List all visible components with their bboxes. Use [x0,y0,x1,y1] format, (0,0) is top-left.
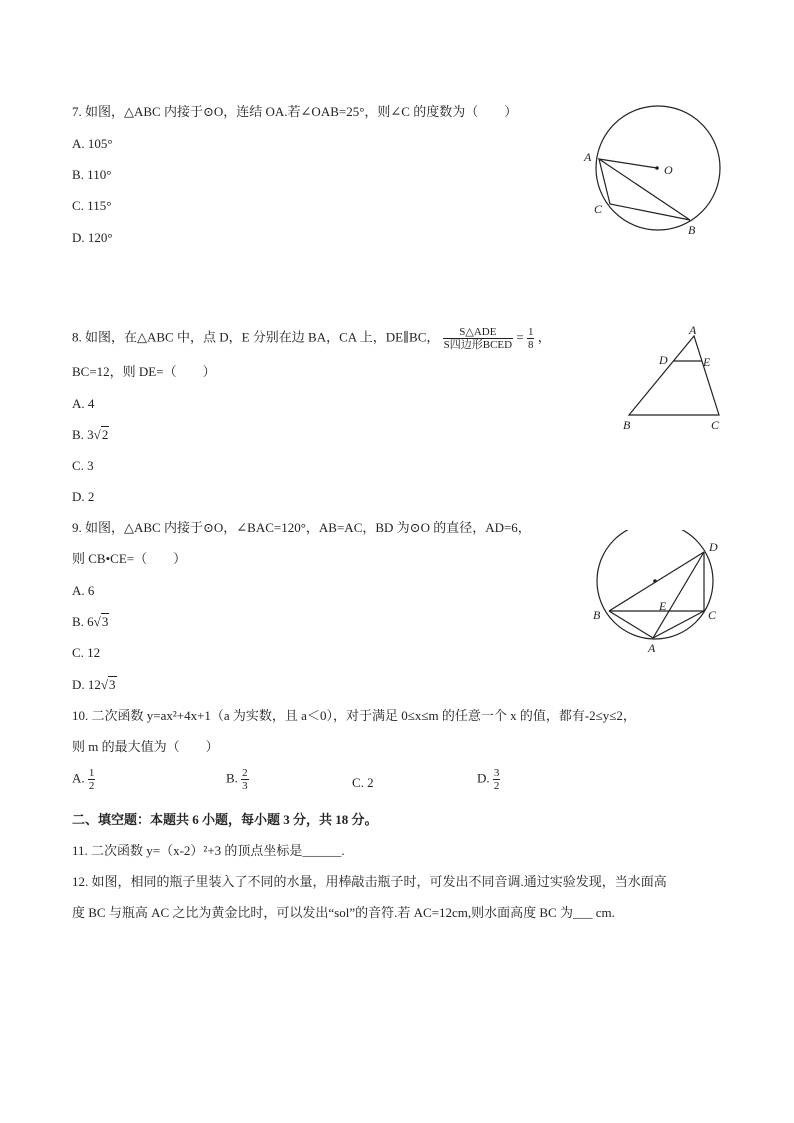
q8-ratio-fraction [527,326,535,351]
q10-option-a-denominator: 2 [88,780,95,792]
q9-label-c: C [708,608,717,622]
q8-label-c: C [711,418,720,432]
q11-stem: 11. 二次函数 y=（x-2）²+3 的顶点坐标是______. [72,843,345,858]
q10-option-b[interactable] [226,767,249,792]
q9-option-d-coef: 12 [87,677,101,692]
q10-option-d[interactable] [477,767,500,792]
q8-option-b-coef: 3 [87,427,94,442]
q9-stem-line2: 则 CB•CE=（ ） [72,551,187,566]
q8-comma: ， [537,329,551,345]
q8-option-b-label: B. [72,427,84,442]
q8-label-e: E [703,355,711,369]
q10-option-d-fraction [493,767,501,792]
q8-ratio-denominator: 8 [527,339,534,351]
q8-label-a: A [689,323,697,337]
q7-option-c[interactable]: C. 115° [72,198,112,213]
q10-stem-line2: 则 m 的最大值为（ ） [72,739,219,754]
q9-option-c[interactable]: C. 12 [72,645,101,660]
section-question-count: 6 [192,812,199,827]
q10-option-a-label: A. [72,770,85,786]
q7-stem: 7. 如图，△ABC 内接于⊙O，连结 OA.若∠OAB=25°，则∠C 的度数为（ ） [72,104,518,119]
section-heading-mid2: 分，共 [289,812,336,827]
q10-option-c[interactable]: C. 2 [352,775,374,790]
q7-label-o: O [664,163,673,177]
q12-stem-line1: 12. 如图，相同的瓶子里装入了不同的水量，用棒敲击瓶子时，可发出不同音调.通过实验发现，当水面高 [72,874,667,889]
q9-label-e: E [659,599,667,613]
q7-label-a: A [584,150,592,164]
section-points-each: 3 [283,812,290,827]
q9-option-b-coef: 6 [87,614,94,629]
q10-stem-line1: 10. 二次函数 y=ax²+4x+1（a 为实数，且 a＜0），对于满足 0≤x≤m 的任意一个 x 的值，都有-2≤y≤2， [72,708,636,723]
q7-label-b: B [688,223,696,237]
q10-option-d-numerator: 3 [493,767,500,779]
q9-option-d-radicand: 3 [109,677,116,692]
q10-option-d-label: D. [477,770,490,786]
q8-option-b-radicand: 2 [101,427,109,442]
q10-option-b-fraction [241,767,249,792]
q8-ratio-numerator: 1 [527,326,534,338]
q9-circle-figure [588,530,728,660]
q9-option-d[interactable]: D. 12√3 [72,677,116,692]
q10-option-b-denominator: 3 [242,780,248,792]
q7-circle-figure [580,100,730,240]
q10-option-a-numerator: 1 [88,767,95,779]
q8-option-a[interactable]: A. 4 [72,396,95,411]
q8-area-fraction [443,326,513,351]
q9-option-b-radicand: 3 [101,614,109,629]
q10-option-a-fraction [88,767,96,792]
q9-option-a[interactable]: A. 6 [72,583,95,598]
q8-option-c[interactable]: C. 3 [72,458,94,473]
q7-label-c: C [594,202,603,216]
q10-option-d-denominator: 2 [493,780,500,792]
q8-stem-text: 8. 如图，在△ABC 中，点 D，E 分别在边 BA，CA 上，DE∥BC， [72,329,440,345]
q8-stem-line1 [72,326,551,351]
q8-area-denominator: S四边形BCED [443,339,513,351]
q8-triangle-figure [615,322,730,434]
section-heading-suffix: 分。 [348,812,378,827]
q12-stem-line2: 度 BC 与瓶高 AC 之比为黄金比时，可以发出“sol”的音符.若 AC=12cm,则水面高度 BC 为___ cm. [72,905,615,920]
section-total-points: 18 [335,812,349,827]
q8-area-numerator: S△ADE [443,326,513,339]
q8-equals: = [516,329,524,345]
q9-label-b: B [593,608,601,622]
q9-option-b[interactable]: B. 6√3 [72,614,109,629]
q8-option-b[interactable]: B. 3√2 [72,427,109,442]
q10-option-a[interactable] [72,767,95,792]
section-heading-fill-in [72,812,378,828]
section-heading-mid1: 小题，每小题 [198,812,284,827]
q9-label-d: D [709,540,718,554]
q9-stem-line1: 9. 如图，△ABC 内接于⊙O，∠BAC=120°，AB=AC，BD 为⊙O 的直径，AD=6， [72,520,531,535]
q9-label-a: A [648,641,656,655]
q9-option-d-label: D. [72,677,85,692]
q7-option-a[interactable]: A. 105° [72,136,113,151]
q8-stem-line2: BC=12，则 DE=（ ） [72,364,216,379]
q8-label-d: D [659,353,668,367]
q7-option-d[interactable]: D. 120° [72,230,113,245]
q10-option-b-numerator: 2 [242,767,248,779]
section-heading-prefix: 二、填空题：本题共 [72,812,193,827]
q10-option-b-label: B. [226,770,238,786]
q7-option-b[interactable]: B. 110° [72,167,112,182]
q8-option-d[interactable]: D. 2 [72,489,95,504]
q8-label-b: B [623,418,631,432]
q9-option-b-label: B. [72,614,84,629]
